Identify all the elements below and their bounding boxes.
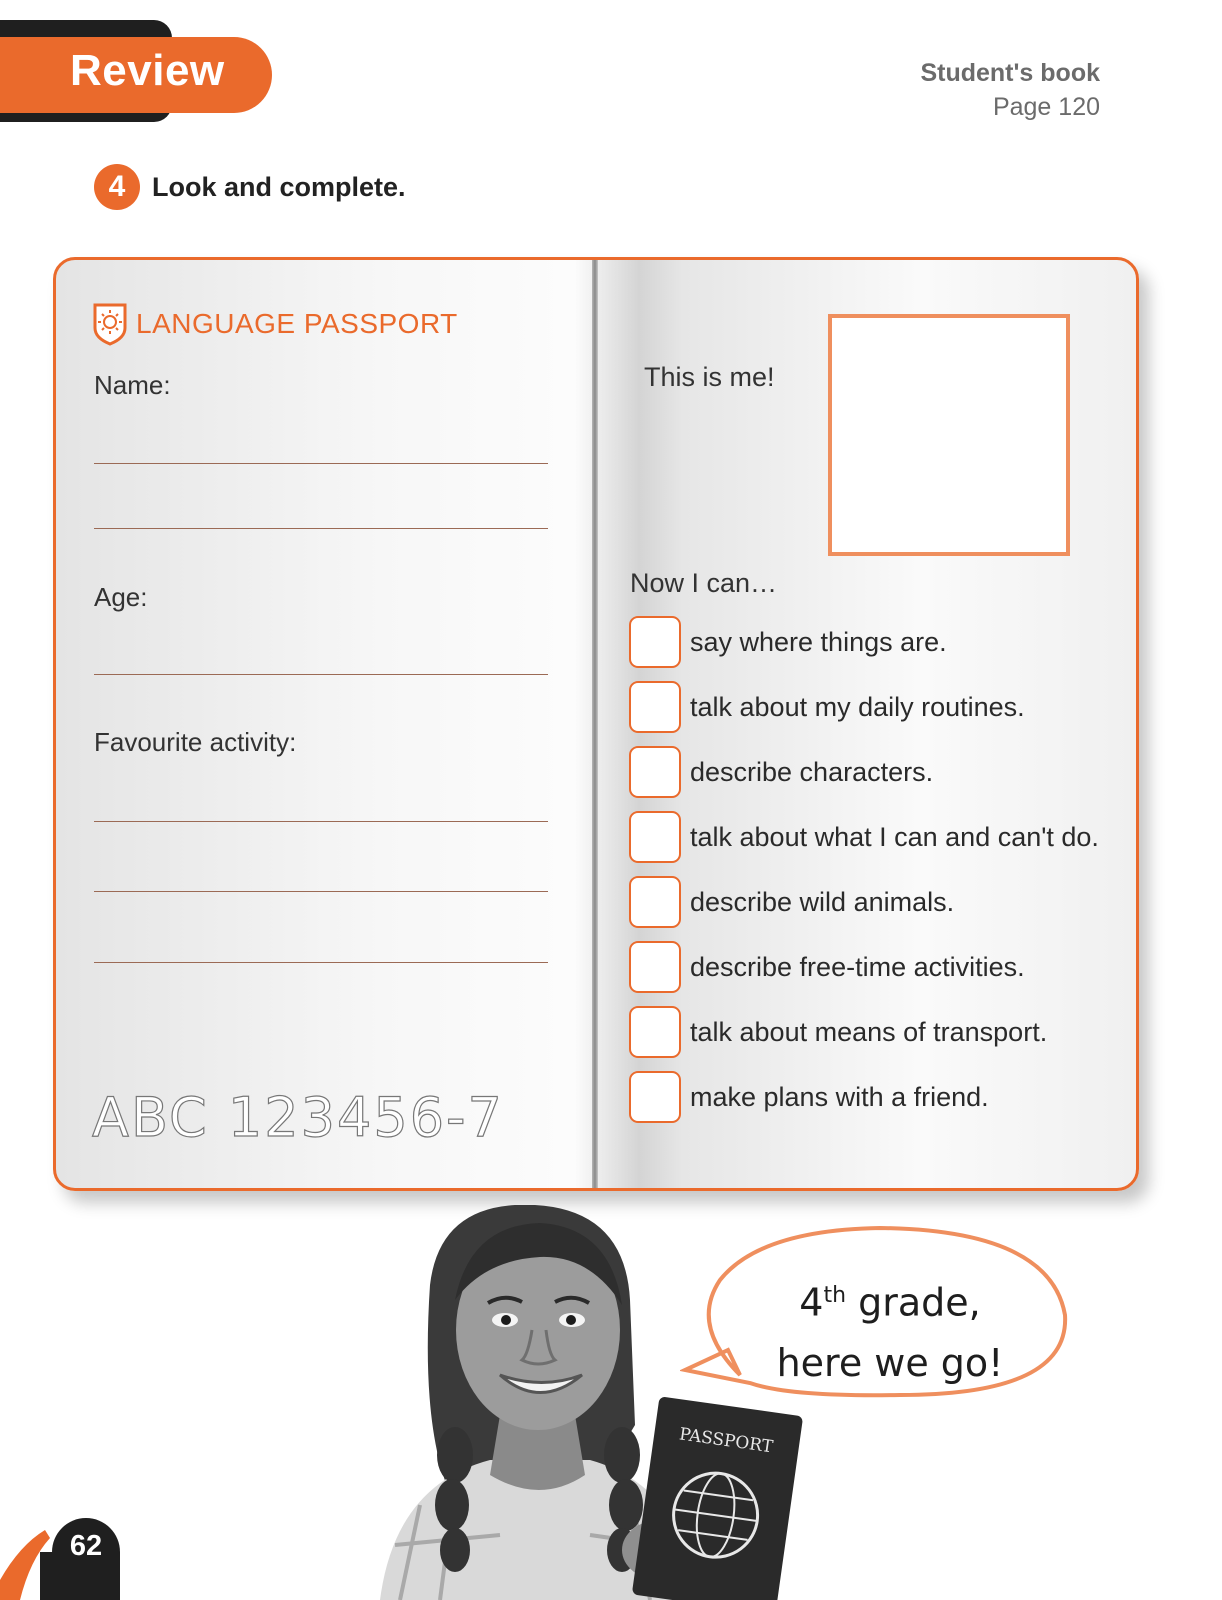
can-checkbox[interactable]: [629, 941, 681, 993]
language-passport: [53, 257, 1139, 1191]
sun-shield-icon: [92, 302, 128, 346]
can-item-text: make plans with a friend.: [690, 1081, 989, 1112]
can-checkbox[interactable]: [629, 746, 681, 798]
can-checkbox[interactable]: [629, 1071, 681, 1123]
can-item: [629, 939, 1025, 995]
can-item-text: talk about my daily routines.: [690, 691, 1025, 722]
can-checkbox[interactable]: [629, 876, 681, 928]
can-checkbox[interactable]: [629, 1006, 681, 1058]
can-item-text: talk about what I can and can't do.: [690, 821, 1099, 852]
favourite-activity-label: Favourite activity:: [94, 727, 297, 757]
can-item-text: describe characters.: [690, 756, 934, 787]
book-reference: [920, 56, 1100, 124]
exercise-number: 4: [94, 164, 140, 210]
can-item-text: describe free-time activities.: [690, 951, 1025, 982]
passport-title: LANGUAGE PASSPORT: [136, 308, 458, 339]
photo-box[interactable]: [828, 314, 1070, 556]
speech-bubble-text: [740, 1266, 1040, 1393]
can-item: [629, 614, 947, 670]
age-label: Age:: [94, 582, 148, 612]
grade-number: 4: [799, 1280, 824, 1325]
can-checkbox[interactable]: [629, 681, 681, 733]
activity-line-3[interactable]: [94, 962, 548, 963]
passport-spine: [592, 260, 598, 1188]
page-number: 62: [69, 1530, 103, 1562]
can-item-text: describe wild animals.: [690, 886, 955, 917]
exercise-instruction: Look and complete.: [152, 172, 406, 202]
can-item: [629, 1004, 1047, 1060]
name-line-2[interactable]: [94, 528, 548, 529]
passport-heading: [92, 302, 458, 346]
can-checkbox[interactable]: [629, 616, 681, 668]
name-label: Name:: [94, 370, 171, 400]
can-item: [629, 809, 1099, 865]
can-checkbox[interactable]: [629, 811, 681, 863]
can-item-text: talk about means of transport.: [690, 1016, 1048, 1047]
photo-caption: This is me!: [644, 362, 775, 392]
speech-line-2: here we go!: [776, 1340, 1004, 1385]
can-item: [629, 679, 1025, 735]
can-item: [629, 1069, 989, 1125]
activity-line-1[interactable]: [94, 821, 548, 822]
grade-word: grade,: [846, 1280, 981, 1325]
activity-line-2[interactable]: [94, 891, 548, 892]
can-heading: Now I can…: [630, 568, 778, 598]
age-line[interactable]: [94, 674, 548, 675]
ordinal-suffix: th: [823, 1283, 847, 1308]
can-item: [629, 874, 954, 930]
can-item-text: say where things are.: [690, 626, 947, 657]
passport-cover-text: PASSPORT: [677, 1424, 775, 1458]
book-label: Student's book: [920, 59, 1100, 87]
section-title: Review: [70, 46, 225, 95]
speech-line-1: [740, 1266, 1040, 1333]
passport-number: ABC 123456-7: [92, 1086, 504, 1149]
name-line-1[interactable]: [94, 463, 548, 464]
can-item: [629, 744, 933, 800]
page-reference: Page 120: [992, 93, 1100, 121]
